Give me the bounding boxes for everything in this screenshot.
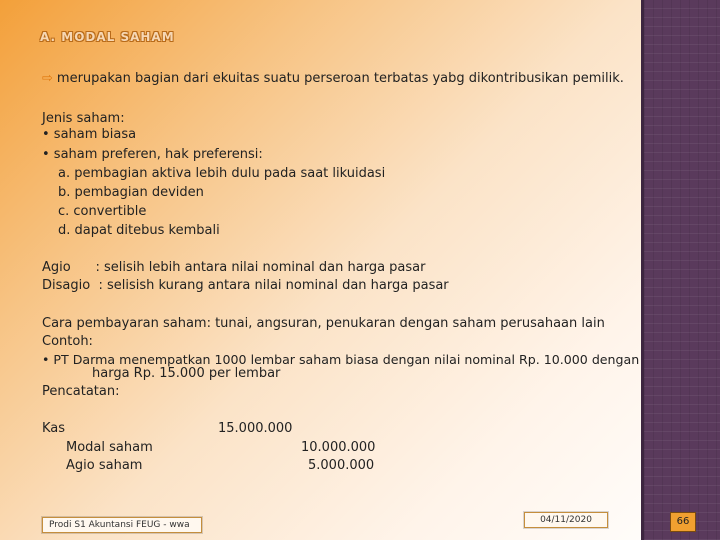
jenis-item: • saham biasa bbox=[42, 127, 137, 142]
preferensi-item: a. pembagian aktiva lebih dulu pada saat likuidasi bbox=[58, 166, 386, 181]
jenis-item: • saham preferen, hak preferensi: bbox=[42, 147, 263, 162]
intro-text: merupakan bagian dari ekuitas suatu perseroan terbatas yabg dikontribusikan pemilik. bbox=[56, 71, 624, 86]
preferensi-item: c. convertible bbox=[58, 204, 147, 219]
cara-pembayaran: Cara pembayaran saham: tunai, angsuran, penukaran dengan saham perusahaan lain bbox=[42, 316, 605, 331]
disagio-definition: Disagio : selisish kurang antara nilai nominal dan harga pasar bbox=[42, 278, 449, 293]
arrow-bullet-icon: ⇨ bbox=[42, 71, 53, 86]
preferensi-item: b. pembagian deviden bbox=[58, 185, 204, 200]
intro-line bbox=[42, 70, 624, 88]
preferensi-item: d. dapat ditebus kembali bbox=[58, 223, 220, 238]
journal-account: Modal saham bbox=[66, 440, 153, 455]
slide-title: A. MODAL SAHAM bbox=[40, 30, 175, 44]
contoh-item: • PT Darma menempatkan 1000 lembar saham biasa dengan nilai nominal Rp. 10.000 dengan bbox=[42, 352, 640, 367]
jenis-heading: Jenis saham: bbox=[42, 111, 125, 126]
decorative-sidebar bbox=[644, 0, 720, 540]
journal-debit: 15.000.000 bbox=[218, 421, 293, 436]
footer-label: Prodi S1 Akuntansi FEUG - wwa bbox=[42, 517, 202, 533]
page-number: 66 bbox=[670, 512, 696, 532]
contoh-heading: Contoh: bbox=[42, 334, 93, 349]
journal-account: Agio saham bbox=[66, 458, 143, 473]
journal-credit: 10.000.000 bbox=[301, 440, 376, 455]
footer-date: 04/11/2020 bbox=[524, 512, 608, 528]
agio-definition: Agio : selisih lebih antara nilai nominal dan harga pasar bbox=[42, 260, 426, 275]
contoh-item-cont: harga Rp. 15.000 per lembar bbox=[92, 366, 281, 381]
journal-credit: 5.000.000 bbox=[308, 458, 375, 473]
journal-account: Kas bbox=[42, 421, 66, 436]
pencatatan-heading: Pencatatan: bbox=[42, 384, 120, 399]
